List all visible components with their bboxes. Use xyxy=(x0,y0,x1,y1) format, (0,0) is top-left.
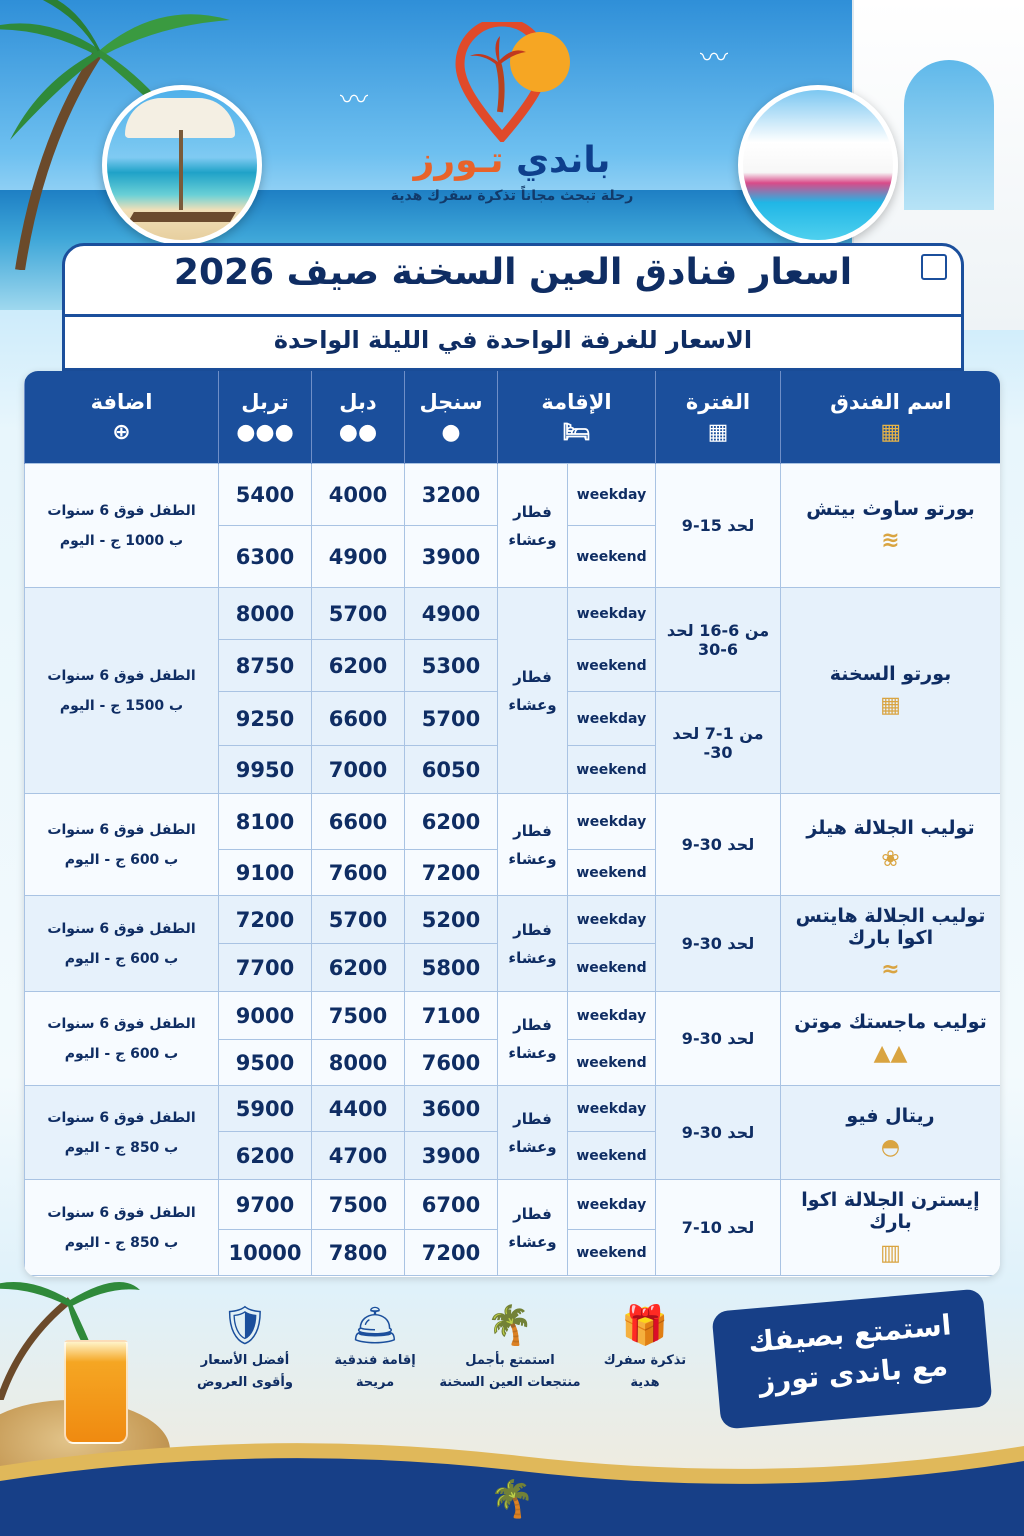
hotel-name: بورتو ساوث بيتش xyxy=(806,498,975,520)
period-cell: لحد 30-9 xyxy=(656,992,781,1086)
hotel-name-cell xyxy=(781,794,1001,896)
brand-logo xyxy=(452,22,582,142)
table-row xyxy=(25,794,1001,850)
title-box xyxy=(62,243,964,371)
table-header-row xyxy=(25,371,1001,464)
feature-label: تذكرة سفرك هدية xyxy=(603,1353,687,1390)
price-double: 4000 xyxy=(312,464,405,526)
extra-cell xyxy=(25,588,219,794)
aqua-park-icon: ≈ xyxy=(881,957,900,982)
price-double: 6200 xyxy=(312,944,405,992)
board-line: فطار xyxy=(513,502,552,521)
header-period: الفترة ▦ xyxy=(656,371,781,464)
price-triple: 8750 xyxy=(219,640,312,692)
features-row xyxy=(180,1300,710,1410)
day-type-cell: weekend xyxy=(568,850,656,896)
feature-resorts xyxy=(435,1300,585,1394)
tulip-icon: ❀ xyxy=(881,847,900,872)
price-single: 5700 xyxy=(405,692,498,746)
day-type-cell: weekend xyxy=(568,1132,656,1180)
day-type-cell: weekday xyxy=(568,588,656,640)
shield-check-icon: 🛡 xyxy=(220,1303,270,1347)
extra-line: الطفل فوق 6 سنوات xyxy=(47,821,196,838)
extra-cell xyxy=(25,794,219,896)
feature-gift xyxy=(580,1300,710,1394)
day-type-cell: weekday xyxy=(568,692,656,746)
extra-line: الطفل فوق 6 سنوات xyxy=(47,667,196,684)
extra-line: الطفل فوق 6 سنوات xyxy=(47,920,196,937)
day-type-cell: weekday xyxy=(568,1086,656,1132)
price-single: 5300 xyxy=(405,640,498,692)
city-icon: ▥ xyxy=(880,1241,901,1266)
price-double: 7000 xyxy=(312,746,405,794)
extra-line: ب 850 ج - اليوم xyxy=(64,1234,179,1251)
board-line: فطار xyxy=(513,1015,552,1034)
board-line: وعشاء xyxy=(508,530,557,549)
board-line: وعشاء xyxy=(508,948,557,967)
price-double: 5700 xyxy=(312,896,405,944)
table-row xyxy=(25,896,1001,944)
beach-wave-icon: ≋ xyxy=(881,528,900,553)
extra-line: الطفل فوق 6 سنوات xyxy=(47,1204,196,1221)
price-triple: 8000 xyxy=(219,588,312,640)
price-triple: 9700 xyxy=(219,1180,312,1230)
day-type-cell: weekday xyxy=(568,464,656,526)
price-double: 8000 xyxy=(312,1040,405,1086)
hotel-building-icon: ▦ xyxy=(880,419,902,445)
slogan-line-1: استمتع بصيفك xyxy=(747,1308,953,1359)
price-single: 6700 xyxy=(405,1180,498,1230)
extra-line: ب 600 ج - اليوم xyxy=(64,1045,179,1062)
day-type-cell: weekday xyxy=(568,1180,656,1230)
table-row xyxy=(25,464,1001,526)
price-double: 7600 xyxy=(312,850,405,896)
board-line: فطار xyxy=(513,1109,552,1128)
price-triple: 9950 xyxy=(219,746,312,794)
price-double: 7500 xyxy=(312,992,405,1040)
board-line: فطار xyxy=(513,920,552,939)
price-single: 3900 xyxy=(405,1132,498,1180)
board-cell xyxy=(498,896,568,992)
board-cell xyxy=(498,464,568,588)
slogan-line-2: مع باندى تورز xyxy=(757,1348,950,1399)
period-cell: لحد 30-9 xyxy=(656,896,781,992)
price-single: 6050 xyxy=(405,746,498,794)
day-type-cell: weekday xyxy=(568,794,656,850)
sunset-wave-icon: ◓ xyxy=(880,1135,901,1160)
three-persons-icon: ●●● xyxy=(236,419,294,445)
header-extra: اضافة ⊕ xyxy=(25,371,219,464)
price-triple: 8100 xyxy=(219,794,312,850)
day-type-cell: weekend xyxy=(568,746,656,794)
brand-name-main: باندي xyxy=(503,140,611,181)
header-double: دبل ●● xyxy=(312,371,405,464)
day-type-cell: weekend xyxy=(568,640,656,692)
feature-label: استمتع بأجمل منتجعات العين السخنة xyxy=(439,1353,581,1390)
price-double: 4400 xyxy=(312,1086,405,1132)
price-triple: 10000 xyxy=(219,1230,312,1276)
plus-circle-icon: ⊕ xyxy=(112,419,131,445)
price-single: 7600 xyxy=(405,1040,498,1086)
price-double: 6600 xyxy=(312,794,405,850)
price-single: 6200 xyxy=(405,794,498,850)
price-single: 4900 xyxy=(405,588,498,640)
price-triple: 9000 xyxy=(219,992,312,1040)
board-cell xyxy=(498,992,568,1086)
seagull-icon: 〰 xyxy=(700,41,729,74)
extra-line: ب 850 ج - اليوم xyxy=(64,1139,179,1156)
two-persons-icon: ●● xyxy=(338,419,378,445)
board-line: وعشاء xyxy=(508,849,557,868)
period-cell: لحد 15-9 xyxy=(656,464,781,588)
price-single: 3200 xyxy=(405,464,498,526)
header-hotel: اسم الفندق ▦ xyxy=(781,371,1001,464)
price-triple: 9100 xyxy=(219,850,312,896)
period-cell: لحد 30-9 xyxy=(656,794,781,896)
single-person-icon: ● xyxy=(441,419,461,445)
board-line: وعشاء xyxy=(508,1043,557,1062)
extra-line: الطفل فوق 6 سنوات xyxy=(47,502,196,519)
price-single: 7100 xyxy=(405,992,498,1040)
price-single: 3600 xyxy=(405,1086,498,1132)
feature-stay xyxy=(310,1300,440,1394)
period-cell: لحد 10-7 xyxy=(656,1180,781,1276)
board-cell xyxy=(498,588,568,794)
price-double: 4900 xyxy=(312,526,405,588)
price-double: 4700 xyxy=(312,1132,405,1180)
price-single: 5800 xyxy=(405,944,498,992)
board-line: فطار xyxy=(513,821,552,840)
period-cell: من 1-7 لحد 30- xyxy=(656,692,781,794)
extra-cell xyxy=(25,1086,219,1180)
price-single: 5200 xyxy=(405,896,498,944)
brand-name xyxy=(392,140,632,181)
extra-cell xyxy=(25,896,219,992)
board-cell xyxy=(498,794,568,896)
header-single: سنجل ● xyxy=(405,371,498,464)
building-icon: ▦ xyxy=(880,693,901,718)
extra-line: الطفل فوق 6 سنوات xyxy=(47,1109,196,1126)
page-title: اسعار فنادق العين السخنة صيف 2026 xyxy=(173,252,853,293)
price-double: 7500 xyxy=(312,1180,405,1230)
board-line: وعشاء xyxy=(508,1137,557,1156)
board-line: وعشاء xyxy=(508,1232,557,1251)
hotel-name: توليب ماجستك موتن xyxy=(794,1011,987,1033)
price-single: 7200 xyxy=(405,1230,498,1276)
hotel-name-cell xyxy=(781,464,1001,588)
slogan-banner xyxy=(711,1288,992,1429)
price-triple: 9500 xyxy=(219,1040,312,1086)
price-table xyxy=(24,371,1000,1277)
gift-icon: 🎁 xyxy=(621,1303,669,1347)
price-double: 5700 xyxy=(312,588,405,640)
hotel-name-cell xyxy=(781,896,1001,992)
page-subtitle: الاسعار للغرفة الواحدة في الليلة الواحدة xyxy=(273,326,753,354)
extra-line: ب 600 ج - اليوم xyxy=(64,950,179,967)
beach-photo xyxy=(102,85,262,245)
board-cell xyxy=(498,1086,568,1180)
price-triple: 5400 xyxy=(219,464,312,526)
hotel-name: ريتال فيو xyxy=(846,1105,935,1127)
day-type-cell: weekend xyxy=(568,1040,656,1086)
brand-tagline: رحلة تبحث مجاناً تذكرة سفرك هدية xyxy=(390,188,634,204)
price-double: 7800 xyxy=(312,1230,405,1276)
table-row xyxy=(25,588,1001,640)
feature-best-price xyxy=(180,1300,310,1394)
hotel-name-cell xyxy=(781,992,1001,1086)
price-triple: 9250 xyxy=(219,692,312,746)
extra-cell xyxy=(25,464,219,588)
hotel-name: توليب الجلالة هايتس اكوا بارك xyxy=(795,905,986,949)
extra-line: ب 1000 ج - اليوم xyxy=(59,532,184,549)
price-single: 3900 xyxy=(405,526,498,588)
day-type-cell: weekend xyxy=(568,1230,656,1276)
extra-line: الطفل فوق 6 سنوات xyxy=(47,1015,196,1032)
day-type-cell: weekday xyxy=(568,992,656,1040)
price-triple: 6200 xyxy=(219,1132,312,1180)
board-line: فطار xyxy=(513,667,552,686)
seagull-icon: 〰 xyxy=(340,83,369,116)
hotel-name: توليب الجلالة هيلز xyxy=(806,817,975,839)
feature-label: أفضل الأسعار وأقوى العروض xyxy=(197,1353,293,1390)
brand-name-accent: تـورز xyxy=(413,140,504,181)
extra-cell xyxy=(25,992,219,1086)
day-type-cell: weekend xyxy=(568,526,656,588)
cloche-icon: 🛎 xyxy=(350,1303,400,1347)
mountain-icon: ▲▲ xyxy=(873,1041,908,1066)
table-row xyxy=(25,992,1001,1040)
price-single: 7200 xyxy=(405,850,498,896)
calendar-icon: ▦ xyxy=(707,419,729,445)
price-triple: 6300 xyxy=(219,526,312,588)
extra-line: ب 600 ج - اليوم xyxy=(64,851,179,868)
corner-square-icon xyxy=(921,254,947,280)
price-double: 6200 xyxy=(312,640,405,692)
hotel-name: إيسترن الجلالة اكوا بارك xyxy=(801,1189,980,1233)
period-cell: لحد 30-9 xyxy=(656,1086,781,1180)
header-board: الإقامة 🛏 xyxy=(498,371,656,464)
price-triple: 7700 xyxy=(219,944,312,992)
pool-photo xyxy=(738,85,898,245)
board-line: فطار xyxy=(513,1204,552,1223)
hotel-name: بورتو السخنة xyxy=(829,663,952,685)
title-divider xyxy=(65,314,961,317)
hotel-name-cell xyxy=(781,1086,1001,1180)
table-row xyxy=(25,1180,1001,1230)
hotel-name-cell xyxy=(781,1180,1001,1276)
extra-line: ب 1500 ج - اليوم xyxy=(59,697,184,714)
price-triple: 7200 xyxy=(219,896,312,944)
hotel-name-cell xyxy=(781,588,1001,794)
price-double: 6600 xyxy=(312,692,405,746)
bed-icon: 🛏 xyxy=(562,419,591,445)
feature-label: إقامة فندقية مريحة xyxy=(334,1353,416,1390)
board-line: وعشاء xyxy=(508,695,557,714)
palm-footer-icon: 🌴 xyxy=(489,1479,535,1520)
day-type-cell: weekday xyxy=(568,896,656,944)
table-row xyxy=(25,1086,1001,1132)
header-triple: تربل ●●● xyxy=(219,371,312,464)
price-triple: 5900 xyxy=(219,1086,312,1132)
day-type-cell: weekend xyxy=(568,944,656,992)
period-cell: من 6-16 لحد 6-30 xyxy=(656,588,781,692)
board-cell xyxy=(498,1180,568,1276)
palm-island-icon: 🌴 xyxy=(486,1303,534,1347)
